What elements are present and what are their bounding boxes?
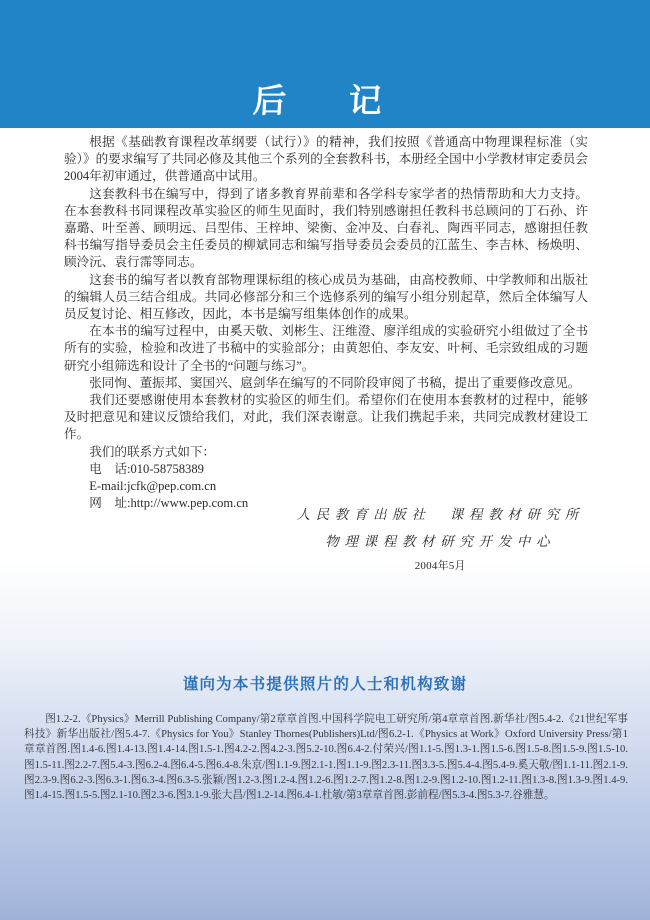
afterword-paragraph: 我们还要感谢使用本套教材的实验区的师生们。希望你们在使用本套教材的过程中，能够及时把意见和建议反馈给我们，对此，我们深表谢意。让我们携起手来，共同完成教材建设工作。 [64,393,588,442]
page-header-band [0,0,650,128]
contact-phone: 电 话:010-58758389 [89,461,204,476]
publisher-signature [296,503,584,573]
afterword-paragraph: 这套书的编写者以教育部物理课标组的核心成员为基础，由高校教师、中学教师和出版社的编辑人员三结合组成。共同必修部分和三个选修系列的编写小组分别起草，然后全体编写人员反复讨论、相互修改，因此，本书是编写组集体创作的成果。 [64,272,588,322]
photo-credits-text: 图1.2-2.《Physics》Merrill Publishing Company/第2章章首图.中国科学院电工研究所/第4章章首图.新华社/图5.4-2.《21世纪军事科技》新华出版社/图5.4-7.《Physics for You》Stanley Thornes(Publishers)Ltd/图6.2-1.《Physics at Work》Oxford University Press/第1章章首图.图1.4-6.图1.4-13.图1.4-14.图1.5-1.图4.2-2.图4.2-3.图5.2-10.图6.4-2.付荣兴/图1.1-5.图1.3-1.图1.5-6.图1.5-8.图1.5-9.图1.5-10.图1.5-11.图2.2-7.图5.4-3.图6.2-4.图6.4-5.图6.4-8.朱京/图1.1-9.图2.1-1.图1.1-9.图2.3-11.图3.3-5.图5.4-4.图5.4-9.奚天敬/图1.1-11.图2.1-9.图2.3-9.图6.2-3.图6.3-1.图6.3-4.图6.3-5.张颖/图1.2-3.图1.2-4.图1.2-6.图1.2-7.图1.2-8.图1.2-9.图1.2-10.图1.2-11.图1.3-8.图1.3-9.图1.4-9.图1.4-15.图1.5-5.图2.1-10.图2.3-6.图3.1-9.张大昌/图1.2-14.图6.4-1.杜敏/第3章章首图.彭前程/图5.3-4.图5.3-7.谷雅慧。 [24,714,628,802]
publisher-line-2: 物理课程教材研究开发中心 [325,534,556,549]
afterword-paragraph: 张同恂、董振邦、窦国兴、扈剑华在编写的不同阶段审阅了书稿，提出了重要修改意见。 [89,375,581,390]
publisher-date: 2004年5月 [414,560,466,572]
afterword-body [64,134,588,512]
afterword-paragraph: 根据《基础教育课程改革纲要（试行）》的精神，我们按照《普通高中物理课程标准（实验）》的要求编写了共同必修及其他三个系列的全套教科书，本册经全国中小学教材审定委员会2004年初审通过，供普通高中试用。 [64,135,588,184]
afterword-paragraph: 这套教科书在编写中，得到了诸多教育界前辈和各学科专家学者的热情帮助和大力支持。在本套教科书同课程改革实验区的师生见面时，我们特别感谢担任教科书总顾问的丁石孙、许嘉璐、叶至善、顾明远、吕型伟、王梓坤、梁衡、金冲及、白春礼、陶西平同志，感谢担任教科书编写指导委员会主任委员的柳斌同志和编写指导委员会委员的江蓝生、李吉林、杨焕明、顾泠沅、袁行霈等同志。 [64,186,588,270]
photo-acknowledgment-heading: 谨向为本书提供照片的人士和机构致谢 [182,676,468,693]
contact-email: E-mail:jcfk@pep.com.cn [89,479,217,494]
contact-intro: 我们的联系方式如下： [89,444,216,459]
page-title: 后 记 [252,84,398,120]
publisher-line-1: 人民教育出版社 课程教材研究所 [296,507,584,522]
contact-website: 网 址:http://www.pep.com.cn [89,496,249,511]
afterword-paragraph: 在本书的编写过程中，由奚天敬、刘彬生、汪维澄、廖洋组成的实验研究小组做过了全书所有的实验，检验和改进了书稿中的实验部分；由黄恕伯、李友安、叶柯、毛宗致组成的习题研究小组筛选和设计了全书的“问题与练习”。 [64,324,588,373]
